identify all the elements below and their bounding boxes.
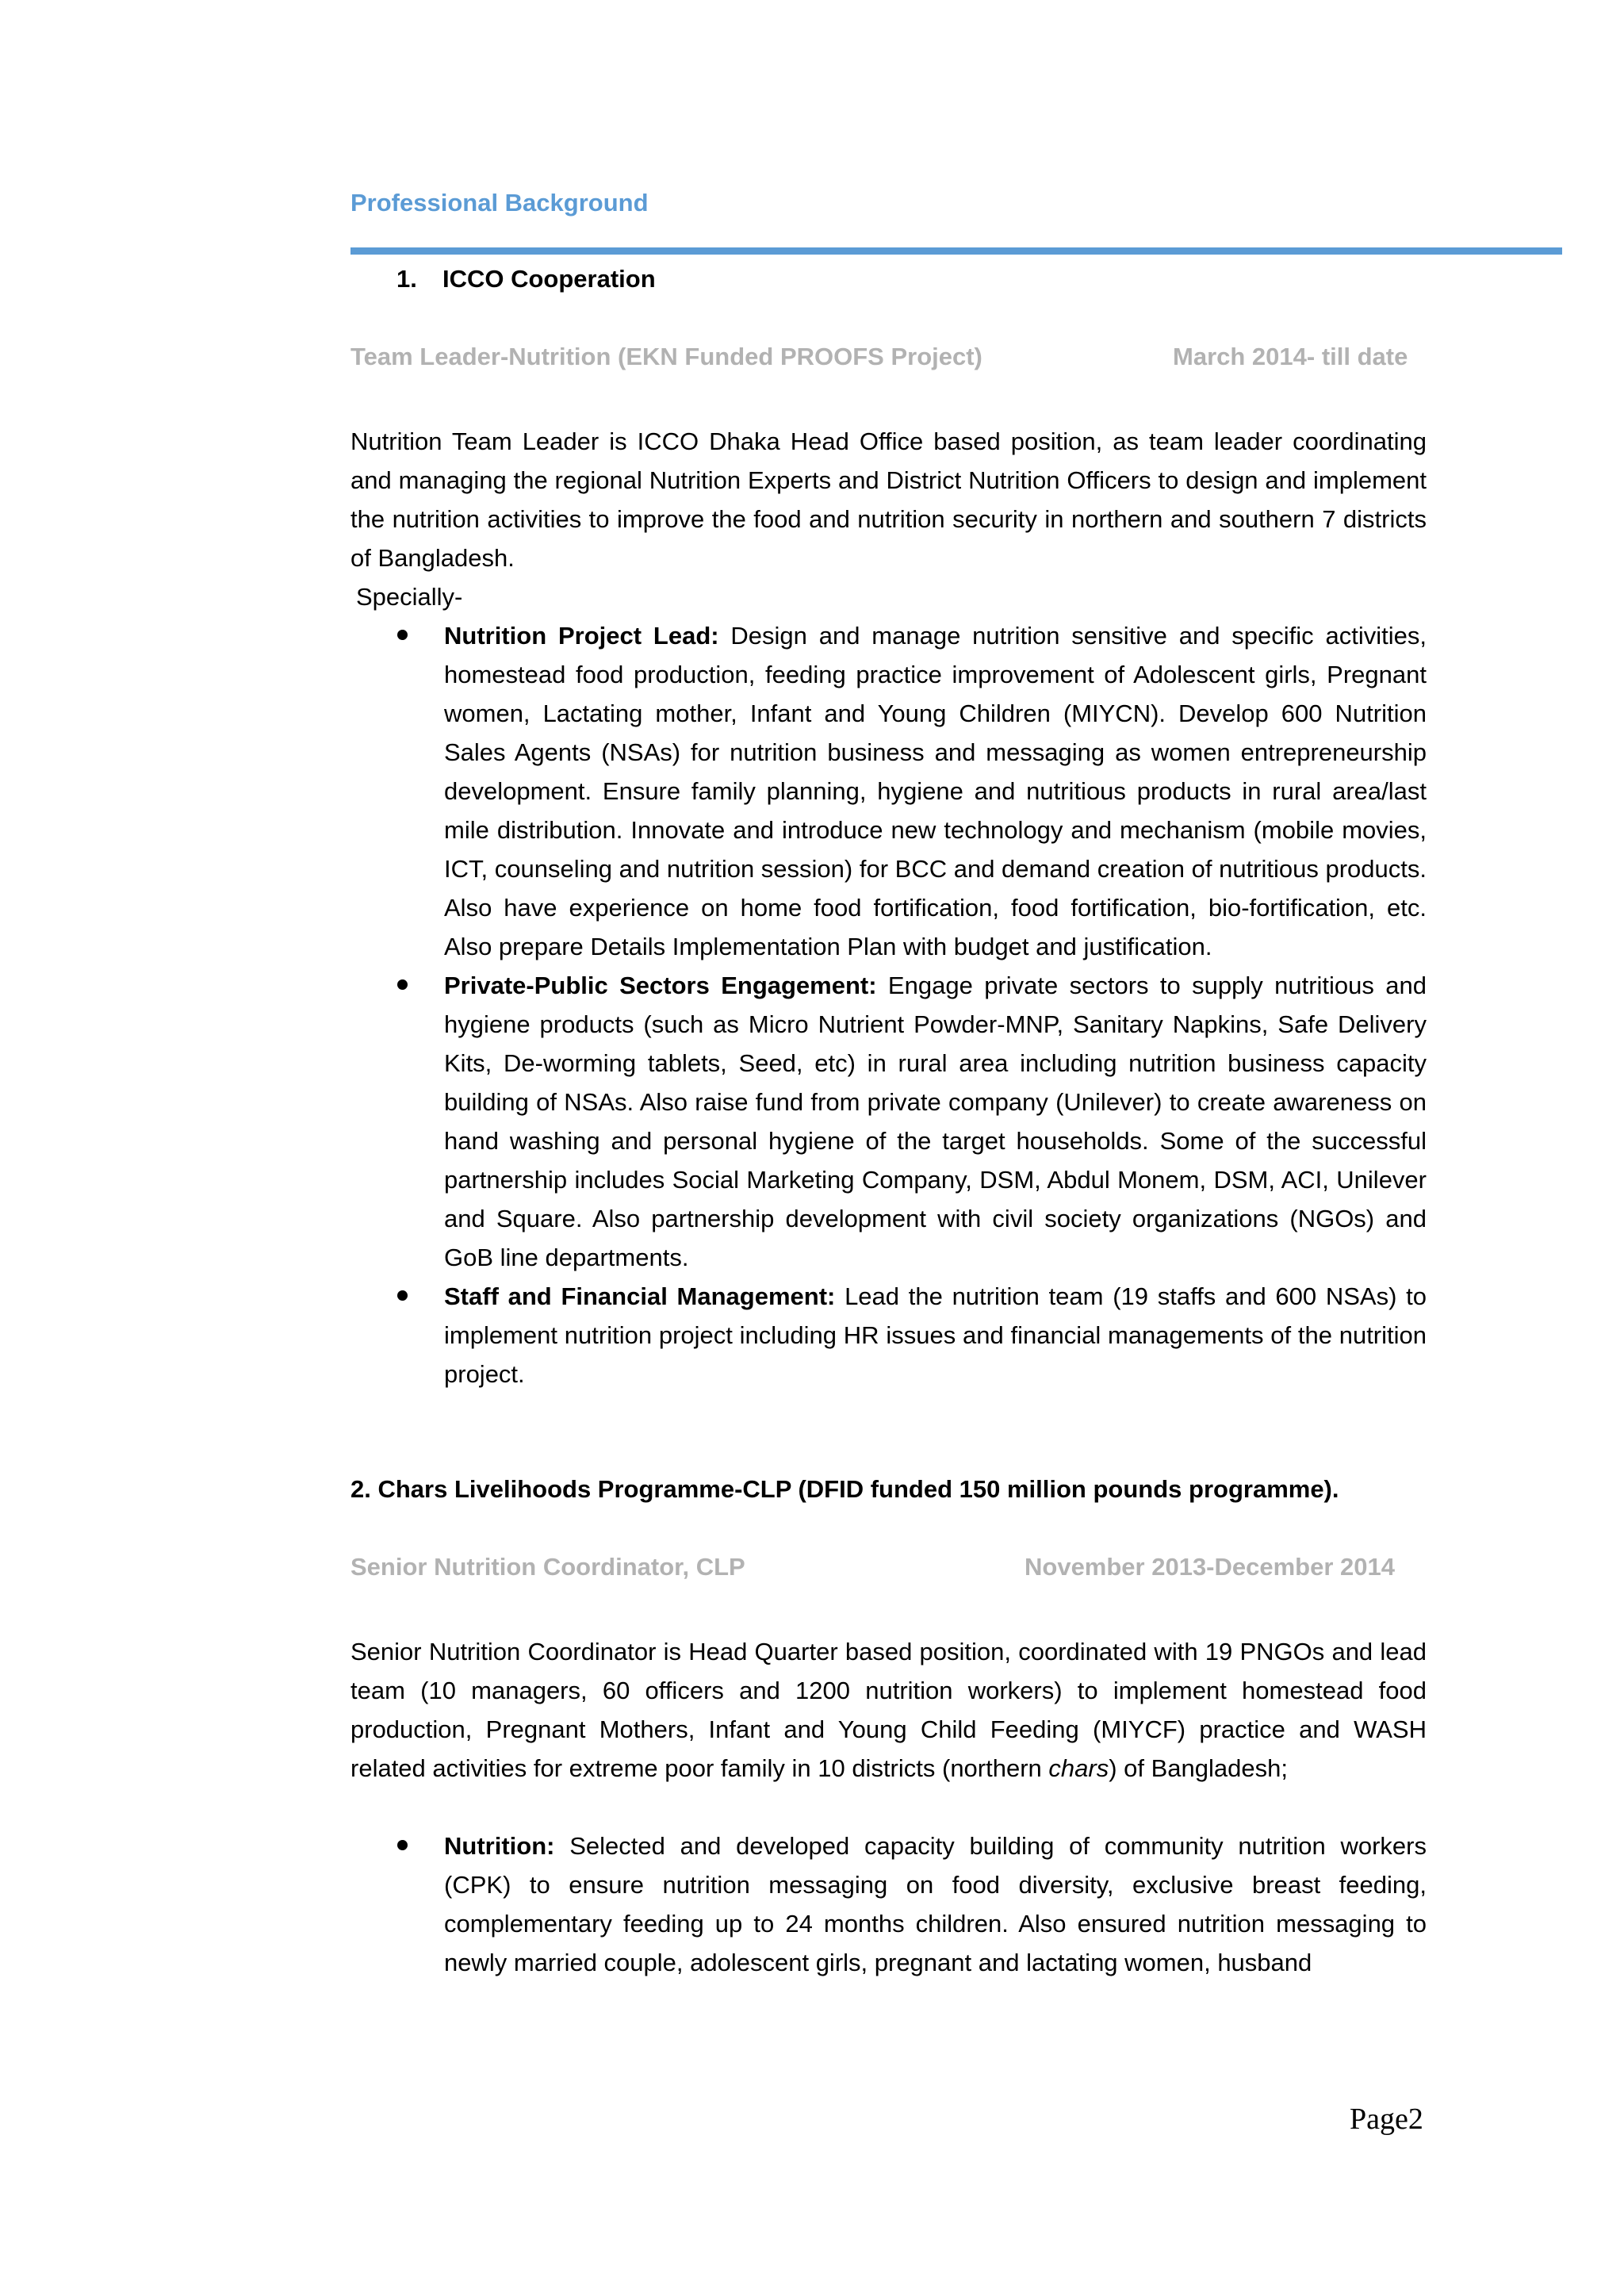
responsibility-list-clp: [350, 1826, 1427, 1982]
item-label: Staff and Financial Management:: [444, 1282, 836, 1310]
list-item: [350, 966, 1427, 1277]
item-text: Lead the nutrition team (19 staffs and 600 NSAs) to implement nutrition project including HR issues and financial managements of the nutrition project.: [444, 1282, 1427, 1388]
summary-text: Senior Nutrition Coordinator is Head Quarter based position, coordinated with 19 PNGOs and lead team (10 managers, 60 officers and 1200 nutrition workers) to implement homestead food production, Pregnant Mothers, Infant and Young Child Feeding (MIYCF) practice and WASH related activities for extreme poor family in 10 districts (northern: [350, 1638, 1427, 1782]
bullet-icon: [397, 979, 408, 990]
item-text: Selected and developed capacity building of community nutrition workers (CPK) to ensure nutrition messaging on food diversity, exclusive breast feeding, complementary feeding up to 24 months children. Also ensured nutrition messaging to newly married couple, adolescent girls, pregnant and lactating women, husband: [444, 1832, 1427, 1976]
role-title: Senior Nutrition Coordinator, CLP: [350, 1553, 745, 1581]
summary-italic-text: chars: [1048, 1754, 1109, 1782]
heading-number: 1.: [396, 265, 417, 293]
list-item: [350, 1277, 1427, 1393]
job-summary-icco: Nutrition Team Leader is ICCO Dhaka Head Office based position, as team leader coordinating and managing the regional Nutrition Experts and District Nutrition Officers to design and implement the nutrition activities to improve the food and nutrition security in northern and southern 7 districts of Bangladesh.: [350, 427, 1427, 572]
list-item: [350, 616, 1427, 966]
item-text: Design and manage nutrition sensitive and specific activities, homestead food production, feeding practice improvement of Adolescent girls, Pregnant women, Lactating mother, Infant and Young Children (MIYCN). Develop 600 Nutrition Sales Agents (NSAs) for nutrition business and messaging as women entrepreneurship development. Ensure family planning, hygiene and nutritious products in rural area/last mile distribution. Innovate and introduce new technology and mechanism (mobile movies, ICT, counseling and nutrition session) for BCC and demand creation of nutritious products. Also have experience on home food fortification, food fortification, bio-fortification, etc. Also prepare Details Implementation Plan with budget and justification.: [444, 622, 1427, 960]
org-heading-icco: [396, 265, 656, 293]
role-title: Team Leader-Nutrition (EKN Funded PROOFS Project): [350, 343, 982, 370]
role-line-icco: [350, 343, 1429, 378]
item-label: Private-Public Sectors Engagement:: [444, 972, 877, 999]
section-title: Professional Background: [350, 189, 649, 217]
role-line-clp: [350, 1553, 1429, 1588]
section-divider: [350, 247, 1562, 255]
list-item: [350, 1826, 1427, 1982]
page-number: Page2: [1350, 2102, 1423, 2136]
bullet-icon: [397, 1290, 408, 1301]
responsibility-list-icco: [350, 616, 1427, 1393]
item-label: Nutrition Project Lead:: [444, 622, 719, 650]
item-text: Engage private sectors to supply nutritious and hygiene products (such as Micro Nutrient Powder-MNP, Sanitary Napkins, Safe Delivery Kits, De-worming tablets, Seed, etc) in rural area including nutrition business capacity building of NSAs. Also raise fund from private company (Unilever) to create awareness on hand washing and personal hygiene of the target households. Some of the successful partnership includes Social Marketing Company, DSM, Abdul Monem, DSM, ACI, Unilever and Square. Also partnership development with civil society organizations (NGOs) and GoB line departments.: [444, 972, 1427, 1271]
role-dates: March 2014- till date: [1173, 343, 1408, 370]
bullet-icon: [397, 1840, 408, 1850]
summary-text-end: ) of Bangladesh;: [1109, 1754, 1288, 1782]
org-heading-clp: 2. Chars Livelihoods Programme-CLP (DFID funded 150 million pounds programme).: [350, 1475, 1339, 1503]
bullet-icon: [397, 630, 408, 640]
role-dates: November 2013-December 2014: [1025, 1553, 1395, 1581]
lead-in-text: Specially-: [356, 583, 463, 611]
item-label: Nutrition:: [444, 1832, 555, 1860]
heading-text: ICCO Cooperation: [442, 265, 656, 293]
job-summary-clp: [350, 1632, 1427, 1788]
